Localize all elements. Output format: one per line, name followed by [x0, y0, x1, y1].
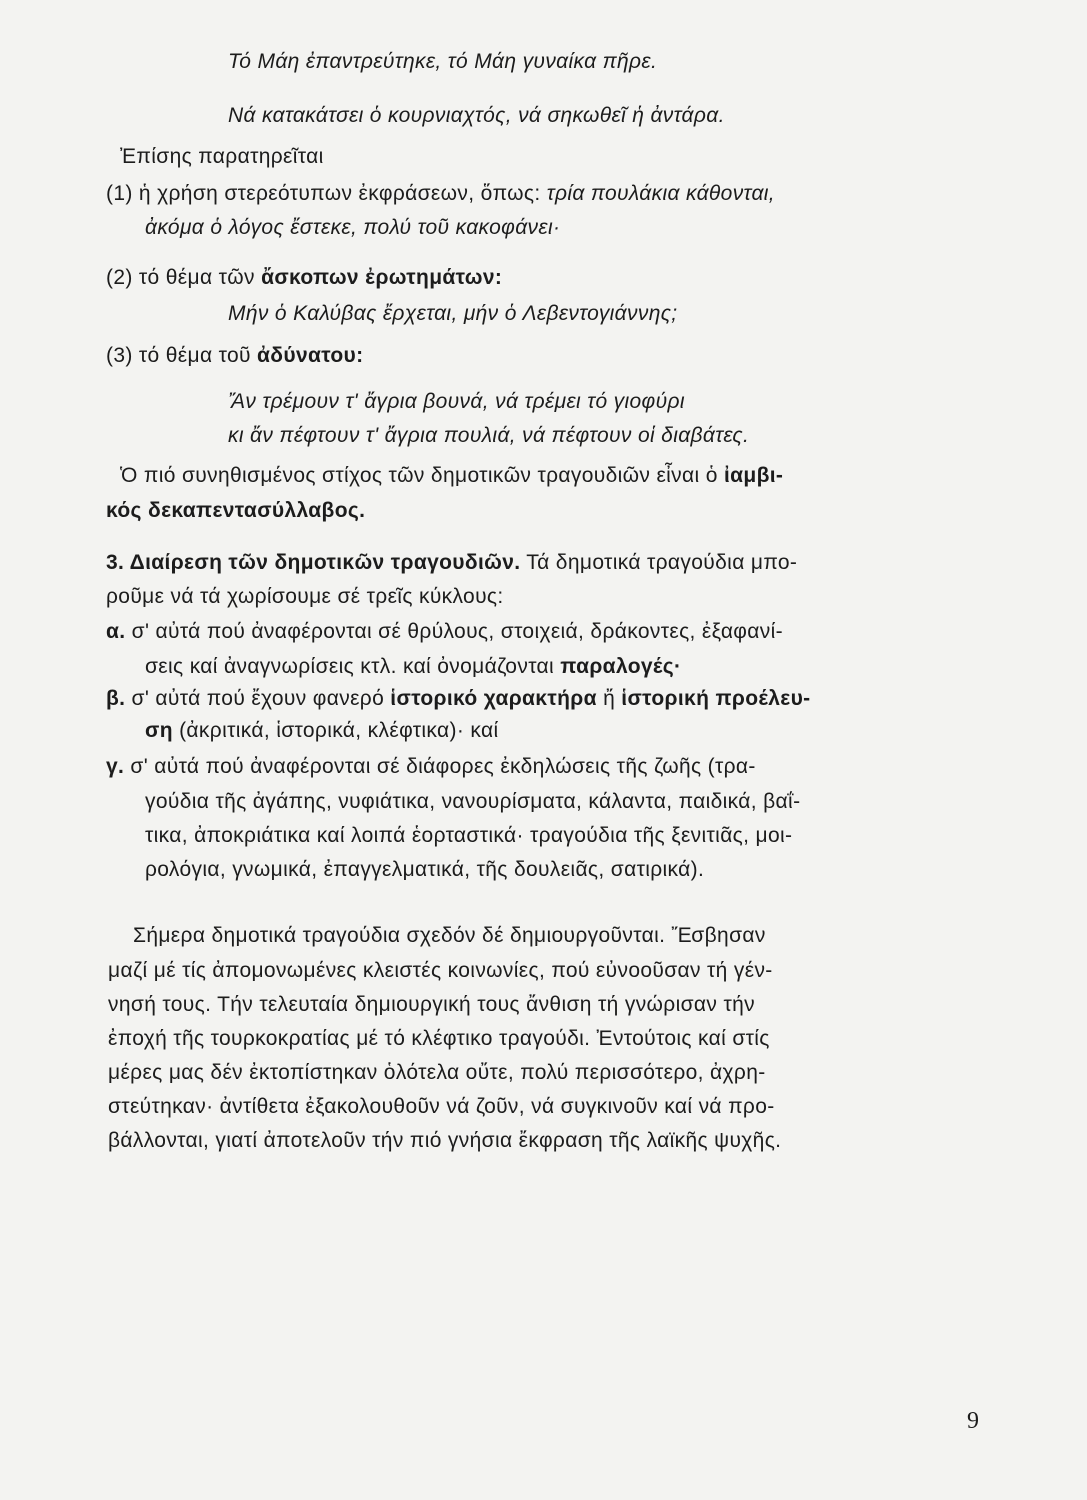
- section-3-line-1: [106, 549, 797, 577]
- category-b-text: σ' αὐτά πού ἔχουν φανερό: [131, 687, 385, 710]
- item-1: [106, 180, 775, 208]
- closing-line-6: στεύτηκαν· ἀντίθετα ἐξακολουθοῦν νά ζοῦν, νά συγκινοῦν καί νά προ-: [108, 1095, 775, 1118]
- category-a-text: σ' αὐτά πού ἀναφέρονται σέ θρύλους, στοιχειά, δράκοντες, ἐξαφανί-: [131, 620, 783, 643]
- item-2-marker: (2): [106, 266, 133, 289]
- item-3-marker: (3): [106, 344, 133, 367]
- verse-sentence: Ὁ πιό συνηθισμένος στίχος τῶν δημοτικῶν τραγουδιῶν εἶναι ὁ: [120, 464, 718, 487]
- category-b-line-2: [145, 717, 498, 745]
- item-3-text: τό θέμα τοῦ: [138, 344, 251, 367]
- category-a-term: παραλογές·: [560, 655, 682, 678]
- section-3-text-1: Τά δημοτικά τραγούδια μπο-: [526, 551, 798, 574]
- category-b-term-1: ἱστορικό χαρακτήρα: [390, 687, 597, 710]
- category-c-line-2: γούδια τῆς ἀγάπης, νυφιάτικα, νανουρίσματα, κάλαντα, παιδικά, βαΐ-: [145, 790, 801, 813]
- category-b-marker: β.: [106, 687, 126, 710]
- category-a-marker: α.: [106, 620, 126, 643]
- item-2-quote: Μήν ὁ Καλύβας ἔρχεται, μήν ὁ Λεβεντογιάννης;: [228, 302, 678, 325]
- poem-line-2: Νά κατακάτσει ὁ κουρνιαχτός, νά σηκωθεῖ ἡ ἀντάρα.: [228, 104, 725, 127]
- item-3-quote-1: Ἄν τρέμουν τ' ἄγρια βουνά, νά τρέμει τό γιοφύρι: [228, 390, 685, 413]
- category-c-text: σ' αὐτά πού ἀναφέρονται σέ διάφορες ἐκδηλώσεις τῆς ζωῆς (τρα-: [130, 755, 756, 778]
- item-1-example: τρία πουλάκια κάθονται,: [546, 182, 775, 205]
- category-a-line-2: [145, 653, 681, 681]
- poem-line-1: Τό Μάη ἐπαντρεύτηκε, τό Μάη γυναίκα πῆρε.: [228, 50, 658, 73]
- category-b-line-1: [106, 685, 810, 713]
- closing-line-7: βάλλονται, γιατί ἀποτελοῦν τήν πιό γνήσια ἔκφραση τῆς λαϊκῆς ψυχῆς.: [108, 1129, 782, 1152]
- category-a-text-2: σεις καί ἀναγνωρίσεις κτλ. καί ὀνομάζονται: [145, 655, 555, 678]
- item-3-quote-2: κι ἄν πέφτουν τ' ἄγρια πουλιά, νά πέφτουν οἱ διαβάτες.: [228, 424, 750, 447]
- item-2-term: ἄσκοπων ἐρωτημάτων:: [261, 266, 503, 289]
- item-2: [106, 264, 502, 292]
- verse-term-start: ἰαμβι-: [723, 464, 784, 487]
- closing-line-1: Σήμερα δημοτικά τραγούδια σχεδόν δέ δημιουργοῦνται. Ἔσβησαν: [133, 924, 766, 947]
- category-b-text-2: (ἀκριτικά, ἱστορικά, κλέφτικα)· καί: [179, 719, 499, 742]
- page-number: 9: [967, 1408, 979, 1434]
- section-3-text-2: ροῦμε νά τά χωρίσουμε σέ τρεῖς κύκλους:: [106, 585, 504, 608]
- item-1-marker: (1): [106, 182, 133, 205]
- category-a-line-1: [106, 618, 783, 646]
- category-c-line-3: τικα, ἀποκριάτικα καί λοιπά ἑορταστικά· τραγούδια τῆς ξενιτιᾶς, μοι-: [145, 824, 793, 847]
- closing-line-4: ἐποχή τῆς τουρκοκρατίας μέ τό κλέφτικο τραγούδι. Ἐντούτοις καί στίς: [108, 1027, 770, 1050]
- item-2-text: τό θέμα τῶν: [138, 266, 255, 289]
- category-c-line-1: [106, 753, 756, 781]
- category-b-conjunction: ἤ: [603, 687, 616, 710]
- verse-term-end: κός δεκαπεντασύλλαβος.: [106, 499, 366, 522]
- category-c-marker: γ.: [106, 755, 125, 778]
- section-3-heading: 3. Διαίρεση τῶν δημοτικῶν τραγουδιῶν.: [106, 551, 521, 574]
- item-1-text: ἡ χρήση στερεότυπων ἐκφράσεων, ὅπως:: [138, 182, 541, 205]
- category-b-term-2: ἱστορική προέλευ-: [621, 687, 811, 710]
- item-3: [106, 342, 363, 370]
- category-c-line-4: ρολόγια, γνωμικά, ἐπαγγελματικά, τῆς δουλειᾶς, σατιρικά).: [145, 858, 705, 881]
- closing-line-2: μαζί μέ τίς ἀπομονωμένες κλειστές κοινωνίες, πού εὐνοοῦσαν τή γέν-: [108, 959, 773, 982]
- category-b-term-2-end: ση: [145, 719, 173, 742]
- closing-line-5: μέρες μας δέν ἐκτοπίστηκαν ὁλότελα οὔτε, πολύ περισσότερο, ἀχρη-: [108, 1061, 766, 1084]
- item-3-term: ἀδύνατου:: [257, 344, 364, 367]
- verse-text: [120, 462, 783, 490]
- item-1-example-cont: ἀκόμα ὁ λόγος ἔστεκε, πολύ τοῦ κακοφάνει·: [145, 216, 561, 239]
- intro-text: Ἐπίσης παρατηρεῖται: [120, 145, 324, 168]
- closing-line-3: νησή τους. Τήν τελευταία δημιουργική τους ἄνθιση τή γνώρισαν τήν: [108, 993, 755, 1016]
